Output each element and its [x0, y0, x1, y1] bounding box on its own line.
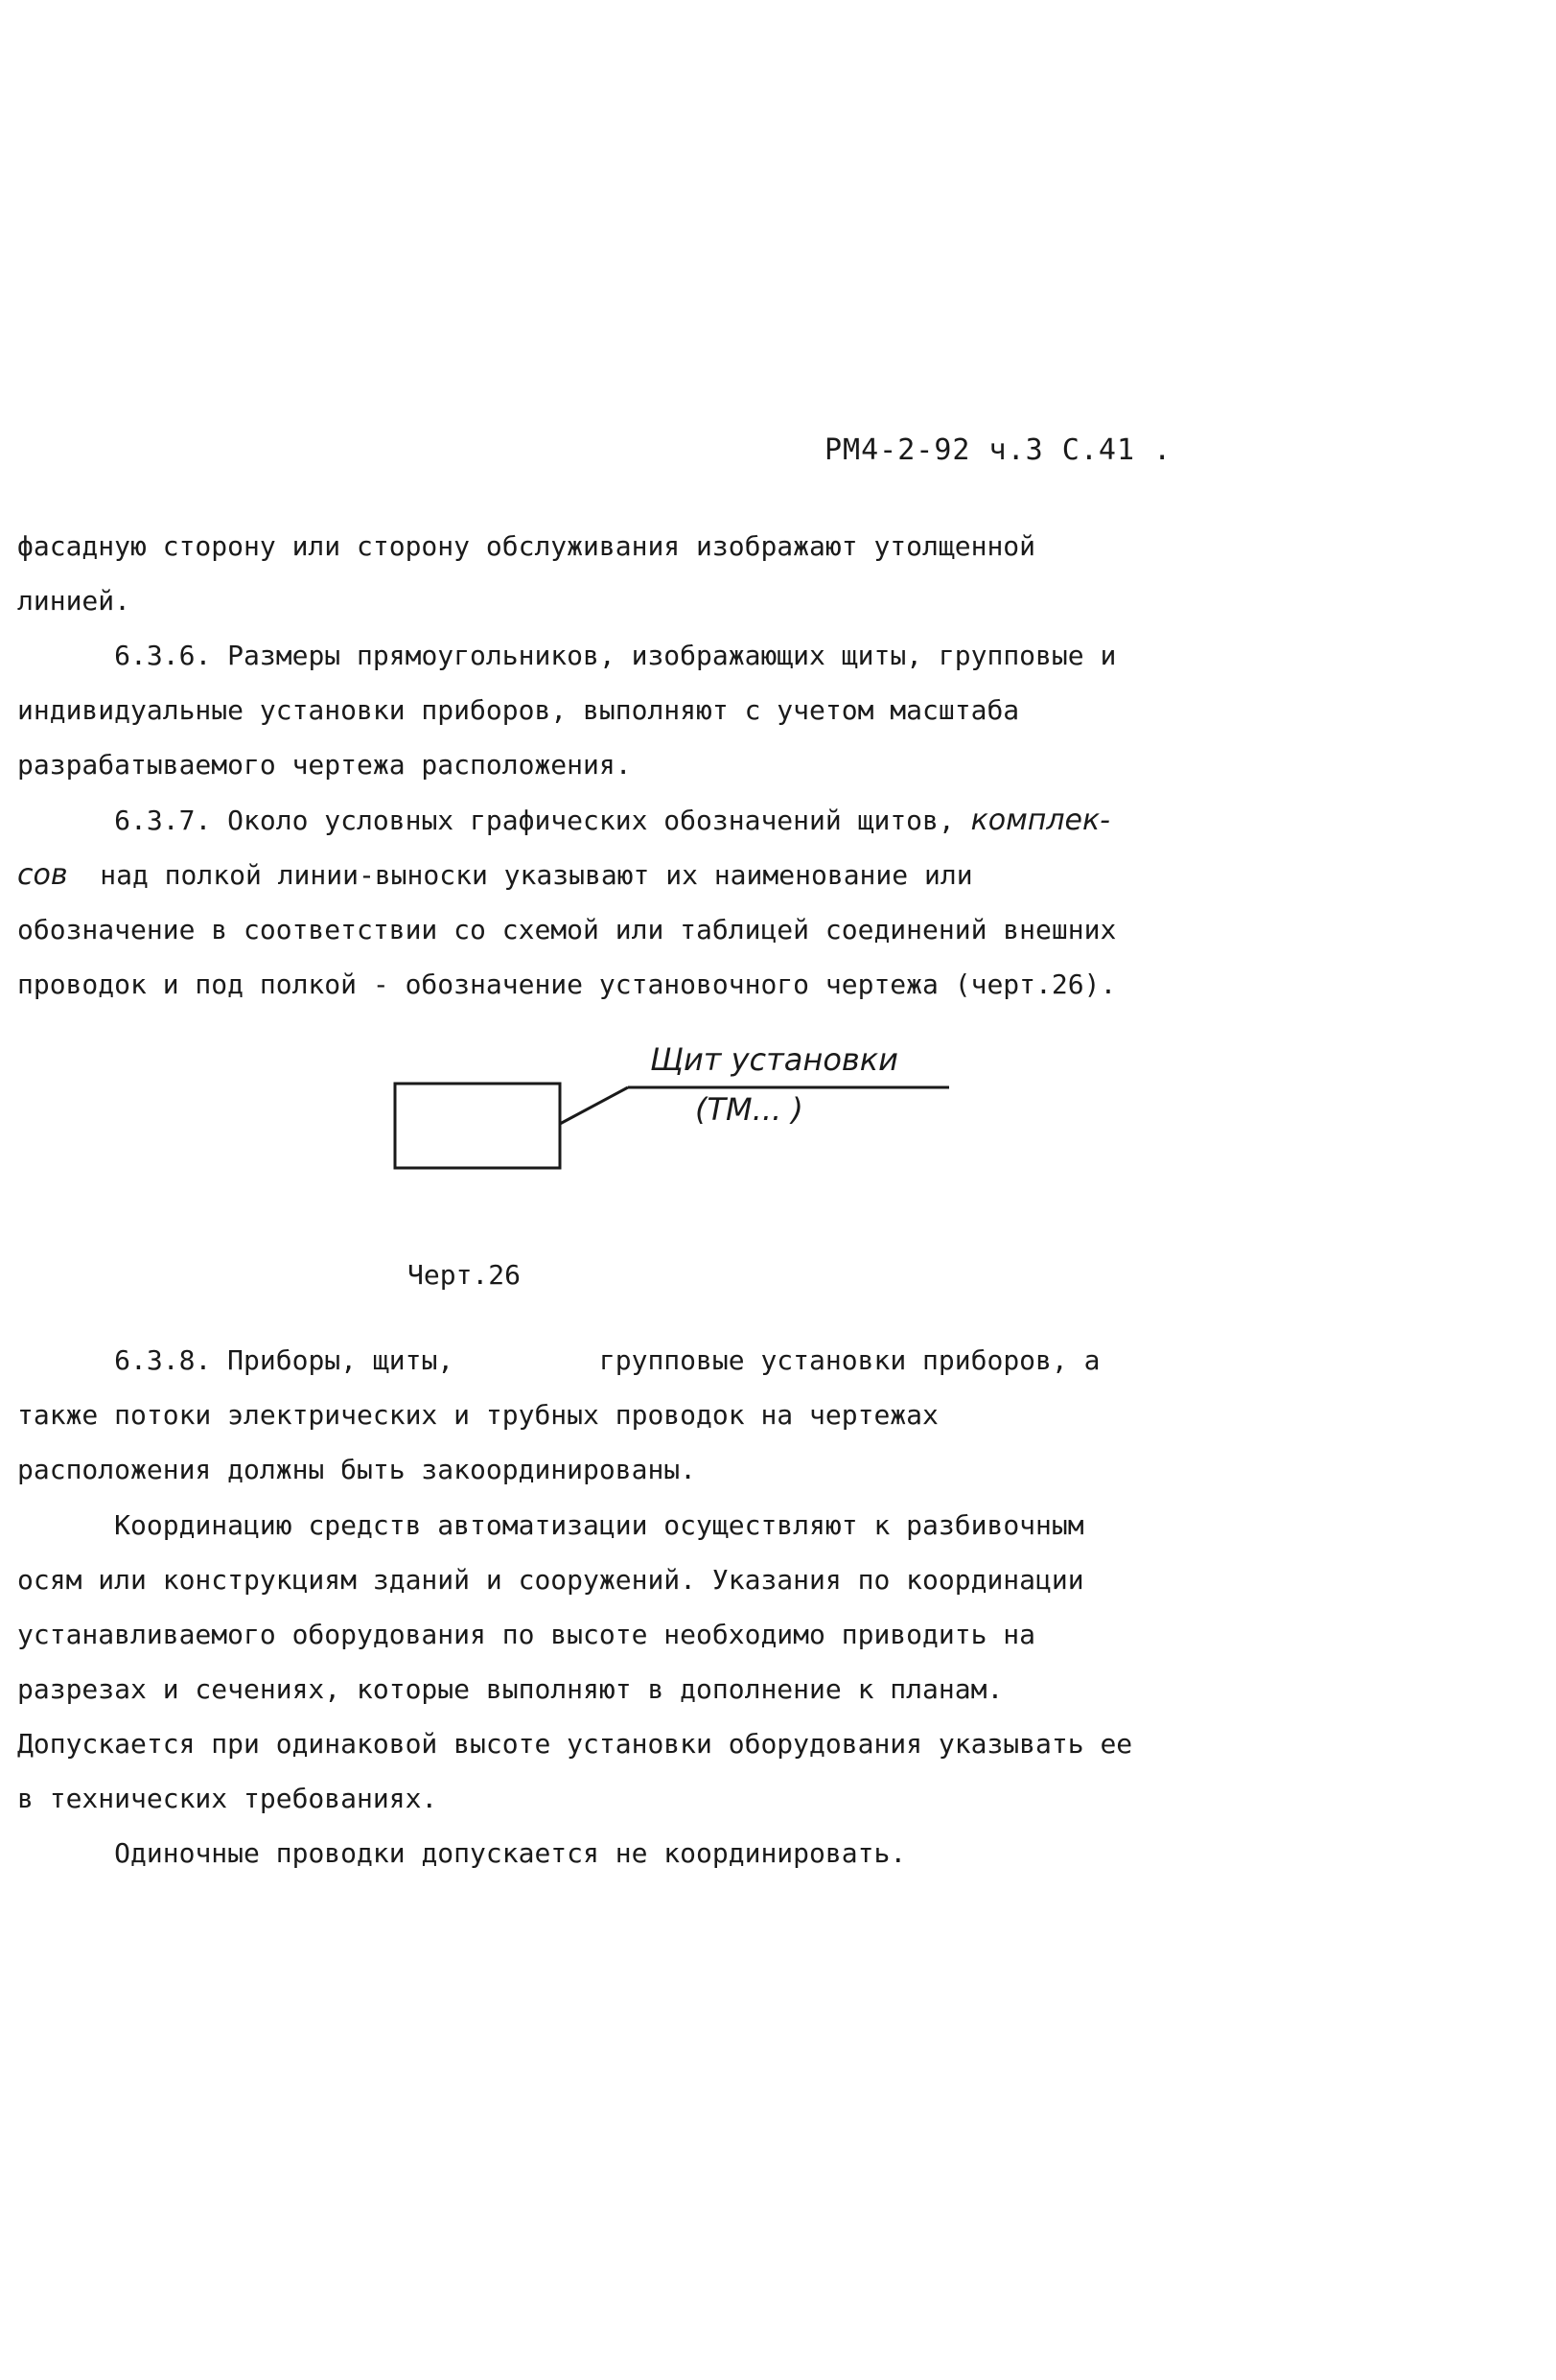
- figure-26: [383, 1041, 978, 1179]
- leader-line: [560, 1087, 628, 1124]
- paragraph-coordination: Координацию средств автоматизации осуществляют к разбивочным осям или конструкциям зданий и сооружений. Указания по координации устанавливаемого оборудования по высоте необходимо приводить на разрезах и сечениях, которые выполняют в дополнение к планам. Допускается при одинаковой высоте установки оборудования указывать ее в технических требованиях.: [17, 1509, 1150, 1814]
- figure-caption: Черт.26: [407, 1259, 522, 1291]
- figure-label-top: Щит установки: [650, 1041, 898, 1078]
- paragraph-6-3-7-text-a: 6.3.7. Около условных графических обозначений щитов,: [17, 805, 971, 836]
- page-reference: РМ4-2-92 ч.3 С.41 .: [824, 433, 1173, 467]
- handwritten-insert-2: сов: [17, 858, 68, 892]
- paragraph-6-3-7: [17, 793, 1139, 1012]
- paragraph-6-3-8: 6.3.8. Приборы, щиты, групповые установки приборов, а также потоки электрических и трубных проводок на чертежах расположения должны быть закоординированы.: [17, 1344, 1117, 1485]
- shield-rectangle: [395, 1084, 560, 1168]
- paragraph-6-3-6: 6.3.6. Размеры прямоугольников, изображающих щиты, групповые и индивидуальные установки приборов, выполняют с учетом масштаба разрабатываемого чертежа расположения.: [17, 640, 1133, 781]
- paragraph-continuation: фасадную сторону или сторону обслуживания изображают утолщенной линией.: [17, 530, 1052, 617]
- handwritten-insert-1: комплек-: [970, 804, 1110, 837]
- figure-label-bottom: (ТМ... ): [695, 1091, 803, 1128]
- paragraph-6-3-7-text-b: над полкой линии-выноски указывают их наименование или обозначение в соответствии со схемой или таблицей соединений внешних проводок и под полкой - обозначение установочного чертежа (черт.26).: [17, 859, 1133, 1000]
- paragraph-single-wiring: Одиночные проводки допускается не координировать.: [17, 1837, 907, 1869]
